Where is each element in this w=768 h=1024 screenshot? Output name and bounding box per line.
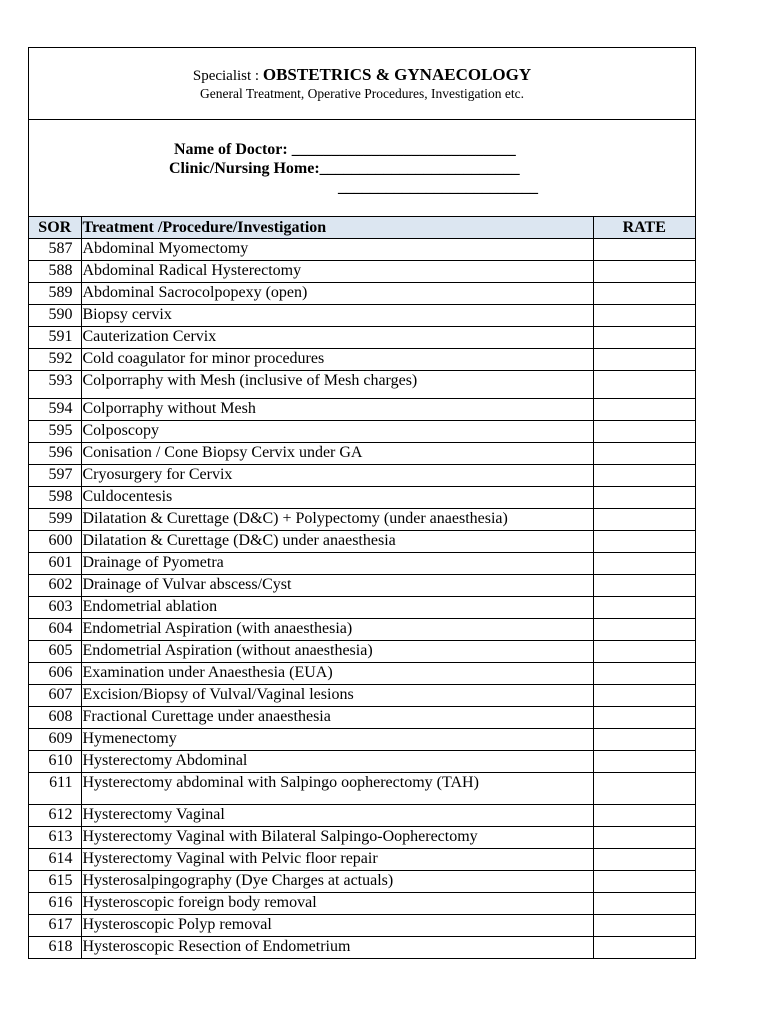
rate-sheet [28,47,696,959]
treatment-cell: Culdocentesis [81,487,593,509]
sor-cell: 609 [29,729,81,751]
table-row [29,827,695,849]
sor-cell: 592 [29,349,81,371]
treatment-cell: Endometrial Aspiration (with anaesthesia) [81,619,593,641]
rate-cell[interactable] [593,663,695,685]
treatment-cell: Hysterectomy Abdominal [81,751,593,773]
rate-cell[interactable] [593,685,695,707]
sor-cell: 606 [29,663,81,685]
treatment-cell: Conisation / Cone Biopsy Cervix under GA [81,443,593,465]
table-row [29,849,695,871]
table-row [29,371,695,399]
table-row [29,443,695,465]
treatment-cell: Drainage of Pyometra [81,553,593,575]
clinic-line: Clinic/Nursing Home:_________________________ [169,160,520,177]
table-row [29,283,695,305]
table-row [29,893,695,915]
sor-cell: 614 [29,849,81,871]
table-row [29,399,695,421]
sor-cell: 603 [29,597,81,619]
table-row [29,305,695,327]
table-row [29,729,695,751]
rate-cell[interactable] [593,349,695,371]
sor-cell: 618 [29,937,81,959]
doctor-name-line: Name of Doctor: ____________________________ [174,141,516,158]
sor-cell: 596 [29,443,81,465]
treatment-cell: Hysterosalpingography (Dye Charges at actuals) [81,871,593,893]
rate-cell[interactable] [593,871,695,893]
table-header-row [29,217,695,239]
treatment-cell: Hysteroscopic Polyp removal [81,915,593,937]
rate-cell[interactable] [593,575,695,597]
treatment-cell: Fractional Curettage under anaesthesia [81,707,593,729]
table-row [29,685,695,707]
table-row [29,663,695,685]
table-body [29,239,695,959]
column-header-rate: RATE [593,217,695,239]
sor-cell: 601 [29,553,81,575]
sheet-header [29,48,695,120]
rate-cell[interactable] [593,893,695,915]
rate-cell[interactable] [593,937,695,959]
sor-cell: 600 [29,531,81,553]
sor-cell: 616 [29,893,81,915]
sor-cell: 591 [29,327,81,349]
treatment-cell: Hysteroscopic Resection of Endometrium [81,937,593,959]
treatment-cell: Colposcopy [81,421,593,443]
treatment-cell: Biopsy cervix [81,305,593,327]
treatment-cell: Abdominal Sacrocolpopexy (open) [81,283,593,305]
rate-cell[interactable] [593,751,695,773]
sor-cell: 610 [29,751,81,773]
table-row [29,871,695,893]
table-row [29,773,695,805]
rate-cell[interactable] [593,371,695,399]
treatment-cell: Hysterectomy abdominal with Salpingo oopherectomy (TAH) [81,773,593,805]
sor-cell: 613 [29,827,81,849]
sor-cell: 593 [29,371,81,399]
sor-cell: 602 [29,575,81,597]
rate-cell[interactable] [593,619,695,641]
table-row [29,349,695,371]
table-row [29,597,695,619]
doctor-info-block [29,120,695,217]
treatment-cell: Cryosurgery for Cervix [81,465,593,487]
treatment-cell: Abdominal Radical Hysterectomy [81,261,593,283]
table-row [29,239,695,261]
rate-cell[interactable] [593,261,695,283]
table-row [29,937,695,959]
rate-cell[interactable] [593,509,695,531]
treatment-cell: Hysteroscopic foreign body removal [81,893,593,915]
treatment-cell: Colporraphy without Mesh [81,399,593,421]
table-row [29,619,695,641]
table-row [29,641,695,663]
rate-cell[interactable] [593,597,695,619]
rate-cell[interactable] [593,327,695,349]
rate-cell[interactable] [593,399,695,421]
sor-cell: 605 [29,641,81,663]
table-row [29,465,695,487]
specialty-name: OBSTETRICS & GYNAECOLOGY [262,65,532,84]
sor-cell: 587 [29,239,81,261]
rate-cell[interactable] [593,443,695,465]
table-row [29,751,695,773]
rate-cell[interactable] [593,305,695,327]
treatment-cell: Dilatation & Curettage (D&C) under anaesthesia [81,531,593,553]
header-subtitle: General Treatment, Operative Procedures, Investigation etc. [200,86,524,101]
treatment-cell: Hysterectomy Vaginal with Pelvic floor repair [81,849,593,871]
rate-cell[interactable] [593,773,695,805]
rate-cell[interactable] [593,827,695,849]
rate-cell[interactable] [593,421,695,443]
sor-cell: 589 [29,283,81,305]
treatment-cell: Endometrial Aspiration (without anaesthesia) [81,641,593,663]
treatment-cell: Cold coagulator for minor procedures [81,349,593,371]
rate-cell[interactable] [593,487,695,509]
sor-cell: 588 [29,261,81,283]
sor-cell: 612 [29,805,81,827]
sor-cell: 608 [29,707,81,729]
rate-cell[interactable] [593,915,695,937]
sor-cell: 590 [29,305,81,327]
rate-cell[interactable] [593,283,695,305]
sor-cell: 611 [29,773,81,805]
rate-cell[interactable] [593,805,695,827]
treatment-cell: Drainage of Vulvar abscess/Cyst [81,575,593,597]
table-row [29,509,695,531]
treatment-cell: Hymenectomy [81,729,593,751]
sor-cell: 598 [29,487,81,509]
table-row [29,487,695,509]
sor-cell: 604 [29,619,81,641]
treatment-cell: Colporraphy with Mesh (inclusive of Mesh charges) [81,371,593,399]
rate-cell[interactable] [593,729,695,751]
column-header-sor: SOR [29,217,81,239]
treatment-cell: Endometrial ablation [81,597,593,619]
table-row [29,707,695,729]
column-header-treatment: Treatment /Procedure/Investigation [81,217,593,239]
table-row [29,261,695,283]
table-row [29,575,695,597]
rate-cell[interactable] [593,707,695,729]
table-row [29,327,695,349]
table-row [29,421,695,443]
table-row [29,553,695,575]
sor-cell: 617 [29,915,81,937]
treatment-cell: Dilatation & Curettage (D&C) + Polypectomy (under anaesthesia) [81,509,593,531]
rate-cell[interactable] [593,849,695,871]
treatment-cell: Hysterectomy Vaginal [81,805,593,827]
clinic-extra-line: _________________________ [338,179,538,196]
table-row [29,915,695,937]
sor-cell: 597 [29,465,81,487]
table-row [29,531,695,553]
procedures-table [29,217,695,958]
rate-cell[interactable] [593,553,695,575]
sor-cell: 594 [29,399,81,421]
treatment-cell: Abdominal Myomectomy [81,239,593,261]
rate-cell[interactable] [593,641,695,663]
treatment-cell: Examination under Anaesthesia (EUA) [81,663,593,685]
treatment-cell: Hysterectomy Vaginal with Bilateral Salpingo-Oopherectomy [81,827,593,849]
header-title [29,48,695,86]
treatment-cell: Excision/Biopsy of Vulval/Vaginal lesions [81,685,593,707]
rate-cell[interactable] [593,465,695,487]
sor-cell: 595 [29,421,81,443]
sor-cell: 599 [29,509,81,531]
sor-cell: 615 [29,871,81,893]
rate-cell[interactable] [593,531,695,553]
treatment-cell: Cauterization Cervix [81,327,593,349]
table-row [29,805,695,827]
sor-cell: 607 [29,685,81,707]
specialist-prefix: Specialist : [192,68,263,84]
rate-cell[interactable] [593,239,695,261]
